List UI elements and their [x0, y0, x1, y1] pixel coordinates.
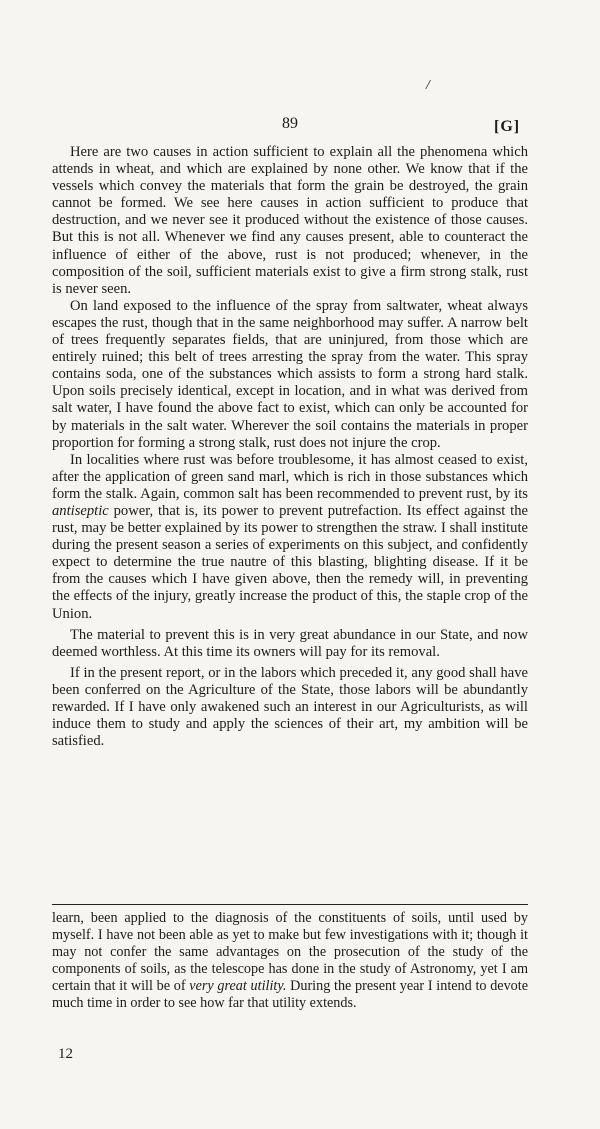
paragraph-3-text-after: power, that is, its power to prevent putrefaction. Its effect against the rust, may be better explained by its power to strengthen the straw. I shall institute during the present season a series of experiments on this subject, and confidently expect to determine the true nautre of this blasting, blighting disease. If it be from the causes which I have given above, then the remedy will, in preventing the effects of the injury, greatly increase the product of this, the staple crop of the Union. [52, 502, 528, 622]
margin-mark: / [426, 78, 430, 93]
main-text [52, 144, 528, 750]
paragraph-4: The material to prevent this is in very great abundance in our State, and now deemed worthless. At this time its owners will pay for its removal. [52, 626, 528, 660]
paragraph-2: On land exposed to the influence of the spray from saltwater, wheat always escapes the rust, though that in the same neighborhood may suffer. A narrow belt of trees frequently separates fields, that are uninjured, from those which are entirely ruined; this belt of trees arresting the spray from the water. This spray contains soda, one of the substances which assists to form a strong hard stalk. Upon soils precisely identical, except in location, and in what was derived from salt water, I have found the above fact to exist, which can only be accounted for by materials in the salt water. Wherever the soil contains the materials in proper proportion for forming a strong stalk, rust does not injure the crop. [52, 297, 528, 451]
page-number: 89 [282, 115, 298, 132]
paragraph-3-text-before: In localities where rust was before troublesome, it has almost ceased to exist, after the application of green sand marl, which is rich in those substances which form the stalk. Again, common salt has been recommended to prevent rust, by its [52, 451, 528, 502]
footnote-text-after: During the present year I intend to devote much time in order to see how far that utility extends. [52, 978, 529, 1011]
signature-number: 12 [58, 1046, 73, 1062]
footnote [52, 910, 528, 1012]
footnote-text-before: learn, been applied to the diagnosis of the constituents of soils, until used by myself. I have not been able as yet to make but few investigations with it; though it may not confer the same advantages on the prosecution of the study of the components of soils, as the telescope has done in the study of Astronomy, yet I am certain that it will be of [52, 910, 528, 994]
signature-mark: [G] [494, 118, 521, 135]
footnote-text [52, 910, 528, 1012]
paragraph-5: If in the present report, or in the labors which preceded it, any good shall have been conferred on the Agriculture of the State, those labors will be abundantly rewarded. If I have only awakened such an interest in our Agriculturists, as will induce them to study and apply the sciences of their art, my ambition will be satisfied. [52, 664, 528, 750]
paragraph-1: Here are two causes in action sufficient to explain all the phenomena which attends in wheat, and which are explained by none other. We know that if the vessels which convey the materials that form the grain be destroyed, the grain cannot be formed. We see here causes in action sufficient to produce that destruction, and we never see it produced without the existence of those causes. But this is not all. Whenever we find any causes present, able to counteract the influence of either of the above, rust is not produced; whenever, in the composition of the soil, sufficient materials exist to give a firm strong stalk, rust is never seen. [52, 144, 528, 297]
paragraph-3 [52, 452, 528, 623]
footnote-divider [52, 904, 528, 905]
paragraph-3-emphasis: antiseptic [52, 502, 109, 519]
footnote-emphasis: very great utility. [189, 978, 287, 994]
